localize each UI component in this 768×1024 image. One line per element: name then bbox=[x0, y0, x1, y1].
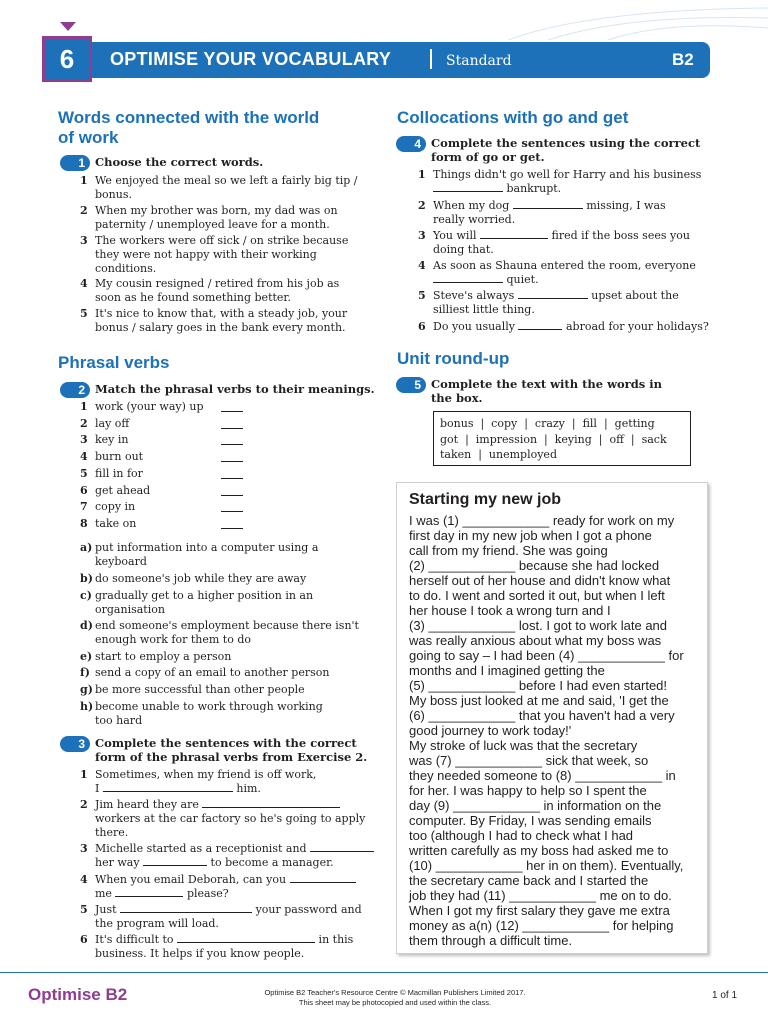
story-line: going to say – I had been (4) ____________ for bbox=[409, 648, 684, 663]
answer-blank[interactable] bbox=[221, 511, 243, 512]
exercise-4-header bbox=[396, 136, 700, 164]
item-text: My cousin resigned / retired from his job as bbox=[95, 277, 340, 290]
item-text: be more successful than other people bbox=[95, 683, 305, 696]
story-line: the secretary came back and I started the bbox=[409, 873, 649, 888]
item-letter: e) bbox=[80, 650, 93, 663]
item-text: key in bbox=[95, 433, 129, 447]
answer-blank[interactable] bbox=[433, 282, 503, 283]
item-text: work (your way) up bbox=[95, 400, 204, 413]
item-text: take on bbox=[95, 516, 137, 530]
exercise-number: 4 bbox=[396, 136, 426, 152]
item-text: paternity / unemployed leave for a month. bbox=[95, 218, 330, 231]
story-line: them through a difficult time. bbox=[409, 933, 573, 948]
section-title-world-of-work: Words connected with the world of work bbox=[58, 108, 320, 147]
item-number: 4 bbox=[80, 450, 88, 464]
item-text: too hard bbox=[95, 714, 143, 727]
exercise-number: 1 bbox=[60, 155, 90, 171]
item-text: We enjoyed the meal so we left a fairly big tip / bbox=[95, 174, 358, 187]
answer-blank[interactable] bbox=[433, 191, 503, 192]
story-line: When I got my first salary they gave me extra bbox=[409, 903, 670, 918]
item-text: they were not happy with their working bbox=[95, 248, 317, 261]
story-line: her house I took a wrong turn and I bbox=[409, 603, 611, 618]
item-text: organisation bbox=[95, 603, 165, 616]
item-letter: b) bbox=[80, 572, 93, 585]
answer-blank[interactable] bbox=[177, 942, 315, 943]
answer-blank[interactable] bbox=[120, 912, 252, 913]
story-line: (3) ____________ lost. I got to work late and bbox=[409, 618, 668, 633]
answer-blank[interactable] bbox=[221, 444, 243, 445]
answer-blank[interactable] bbox=[513, 208, 583, 209]
story-title: Starting my new job bbox=[409, 491, 562, 508]
item-text: bonus / salary goes in the bank every month. bbox=[95, 321, 346, 334]
answer-blank[interactable] bbox=[221, 495, 243, 496]
unit-marker-icon bbox=[60, 22, 76, 31]
exercise-5-header bbox=[396, 377, 662, 405]
answer-blank[interactable] bbox=[221, 461, 243, 462]
story-panel bbox=[396, 482, 708, 954]
exercise-number: 2 bbox=[60, 382, 90, 398]
exercise-instruction: Choose the correct words. bbox=[95, 155, 264, 169]
exercise-number: 5 bbox=[396, 377, 426, 393]
footer-divider bbox=[0, 972, 768, 973]
section-title-unit-roundup: Unit round-up bbox=[397, 349, 510, 368]
item-letter: d) bbox=[80, 619, 93, 632]
exercise-instruction: Complete the sentences with the correct form of the phrasal verbs from Exercise 2. bbox=[95, 736, 368, 764]
story-line: job they had (11) ____________ me on to do. bbox=[409, 888, 672, 903]
item-text: start to employ a person bbox=[95, 650, 232, 663]
item-letter: c) bbox=[80, 589, 92, 602]
item-text: do someone's job while they are away bbox=[95, 572, 307, 585]
header-divider bbox=[430, 49, 432, 69]
item-number: 6 bbox=[80, 483, 88, 497]
footer-brand: Optimise B2 bbox=[28, 985, 128, 1004]
level-code: B2 bbox=[672, 50, 694, 69]
item-number: 7 bbox=[80, 500, 88, 514]
story-line: day (9) ____________ in information on the bbox=[409, 798, 662, 813]
section-title-collocations: Collocations with go and get bbox=[397, 108, 629, 127]
answer-blank[interactable] bbox=[221, 428, 243, 429]
item-text: end someone's employment because there isn't bbox=[95, 619, 359, 632]
answer-blank[interactable] bbox=[221, 411, 243, 412]
item-text: send a copy of an email to another person bbox=[95, 666, 330, 679]
story-line: to do. I went and sorted it out, but when I left bbox=[409, 588, 665, 603]
word-box: bonus | copy | crazy | fill | getting got | impression | keying | off | sack taken | unemployed bbox=[433, 411, 691, 466]
item-number: 1 bbox=[80, 174, 88, 187]
exercise-instruction: Match the phrasal verbs to their meanings. bbox=[95, 382, 375, 396]
item-number: 2 bbox=[80, 204, 88, 217]
story-line: written carefully as my boss had asked me to bbox=[409, 843, 669, 858]
exercise-instruction: Complete the sentences using the correct form of go or get. bbox=[431, 136, 701, 164]
item-number: 3 bbox=[80, 234, 88, 247]
answer-blank[interactable] bbox=[310, 851, 374, 852]
item-text: become unable to work through working bbox=[95, 700, 323, 713]
level-label: Standard bbox=[446, 53, 512, 69]
story-line: (10) ____________ her in on them). Eventually, bbox=[409, 858, 684, 873]
answer-blank[interactable] bbox=[143, 865, 207, 866]
item-text: get ahead bbox=[95, 483, 151, 497]
item-number: 8 bbox=[80, 516, 88, 530]
item-text: lay off bbox=[95, 416, 130, 430]
exercise-3-header bbox=[60, 736, 367, 764]
page-number: 1 of 1 bbox=[712, 990, 738, 1001]
item-number: 1 bbox=[80, 400, 88, 413]
header-decoration bbox=[468, 0, 768, 40]
item-text: gradually get to a higher position in an bbox=[95, 589, 314, 602]
story-line: My stroke of luck was that the secretary bbox=[409, 738, 638, 753]
item-number: 4 bbox=[80, 277, 88, 290]
item-text: soon as he found something better. bbox=[95, 291, 291, 304]
item-text: burn out bbox=[95, 450, 144, 464]
story-line: too (although I had to check what I had bbox=[409, 828, 634, 843]
story-line: My boss just looked at me and said, 'I get the bbox=[409, 693, 669, 708]
story-line: call from my friend. She was going bbox=[409, 543, 608, 558]
item-text: fill in for bbox=[95, 466, 143, 480]
story-line: first day in my new job when I got a phone bbox=[409, 528, 652, 543]
answer-blank[interactable] bbox=[518, 329, 562, 330]
answer-blank[interactable] bbox=[115, 896, 183, 897]
answer-blank[interactable] bbox=[518, 298, 588, 299]
page-title: OPTIMISE YOUR VOCABULARY bbox=[110, 49, 392, 69]
item-letter: f) bbox=[80, 666, 90, 679]
story-line: good journey to work today!' bbox=[409, 723, 572, 738]
item-text: When my brother was born, my dad was on bbox=[95, 204, 338, 217]
story-line: was really anxious about what my boss was bbox=[409, 633, 662, 648]
footer-copyright: Optimise B2 Teacher's Resource Centre © Macmillan Publishers Limited 2017. This sheet may be photocopied and used within the class. bbox=[264, 988, 526, 1007]
story-line: for her. I was happy to help so I spent the bbox=[409, 783, 647, 798]
answer-blank[interactable] bbox=[103, 791, 233, 792]
story-line: money as a(n) (12) ____________ for helping bbox=[409, 918, 674, 933]
exercise-instruction: Complete the text with the words in the box. bbox=[431, 377, 662, 405]
exercise-2-header bbox=[60, 382, 375, 398]
item-text: It's nice to know that, with a steady job, your bbox=[95, 307, 348, 320]
story-line: computer. By Friday, I was sending emails bbox=[409, 813, 652, 828]
item-text: copy in bbox=[95, 500, 136, 514]
answer-blank[interactable] bbox=[290, 882, 356, 883]
story-text bbox=[409, 513, 701, 948]
item-number: 5 bbox=[80, 307, 88, 320]
answer-blank[interactable] bbox=[480, 238, 548, 239]
exercise-number: 3 bbox=[60, 736, 90, 752]
unit-number: 6 bbox=[42, 36, 92, 82]
item-letter: a) bbox=[80, 541, 93, 554]
story-line: was (7) ____________ sick that week, so bbox=[409, 753, 649, 768]
item-number: 3 bbox=[80, 433, 88, 447]
section-title-phrasal-verbs: Phrasal verbs bbox=[58, 353, 170, 372]
item-text: enough work for them to do bbox=[95, 633, 251, 646]
story-line: I was (1) ____________ ready for work on my bbox=[409, 513, 675, 528]
item-number: 2 bbox=[80, 416, 88, 430]
story-line: herself out of her house and didn't know what bbox=[409, 573, 671, 588]
exercise-1-header bbox=[60, 155, 263, 171]
answer-blank[interactable] bbox=[221, 478, 243, 479]
item-text: The workers were off sick / on strike because bbox=[95, 234, 349, 247]
item-text: keyboard bbox=[95, 555, 147, 568]
answer-blank[interactable] bbox=[221, 528, 243, 529]
item-text: bonus. bbox=[95, 188, 132, 201]
story-line: months and I imagined getting the bbox=[409, 663, 605, 678]
answer-blank[interactable] bbox=[202, 807, 340, 808]
item-number: 5 bbox=[80, 466, 88, 480]
story-line: (2) ____________ because she had locked bbox=[409, 558, 660, 573]
item-letter: h) bbox=[80, 700, 94, 713]
story-line: (6) ____________ that you haven't had a very bbox=[409, 708, 675, 723]
item-text: put information into a computer using a bbox=[95, 541, 319, 554]
item-text: conditions. bbox=[95, 262, 157, 275]
story-line: they needed someone to (8) ____________ in bbox=[409, 768, 676, 783]
item-letter: g) bbox=[80, 683, 93, 696]
story-line: (5) ____________ before I had even started! bbox=[409, 678, 668, 693]
